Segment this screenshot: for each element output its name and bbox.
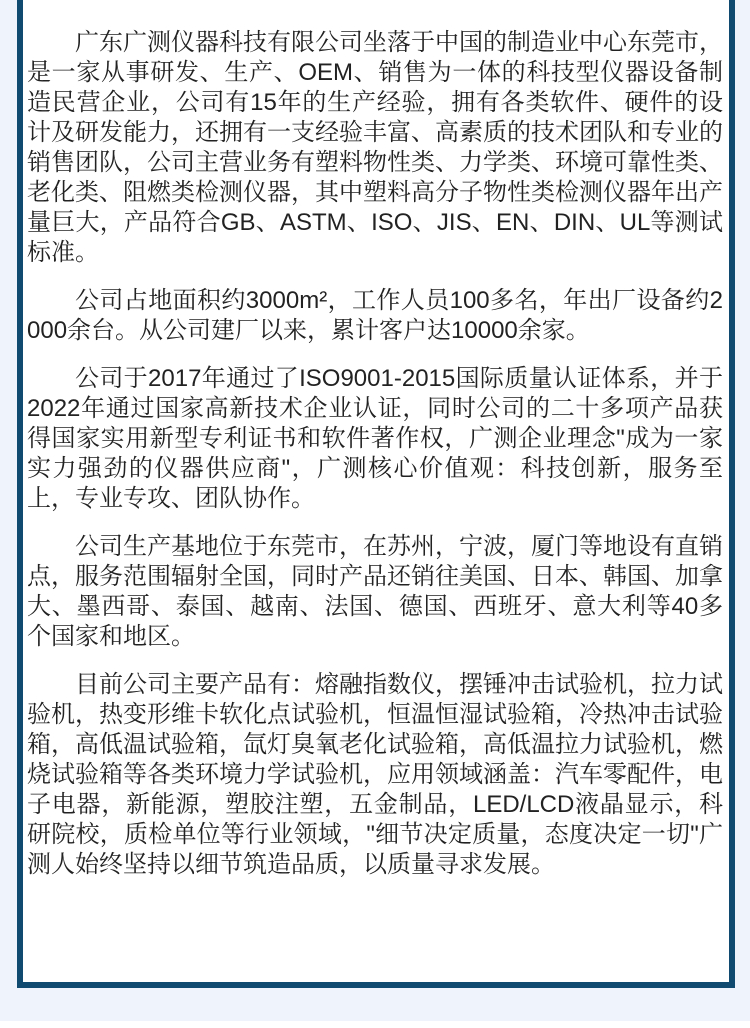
company-market-paragraph-4: 公司生产基地位于东莞市，在苏州，宁波，厦门等地设有直销点，服务范围辐射全国，同时产品还销往美国、日本、韩国、加拿大、墨西哥、泰国、越南、法国、德国、西班牙、意大利等40多个国家和地区。 [27, 533, 723, 650]
next-section-strip [0, 1021, 750, 1028]
company-intro-paragraph-1: 广东广测仪器科技有限公司坐落于中国的制造业中心东莞市，是一家从事研发、生产、OEM、销售为一体的科技型仪器设备制造民营企业，公司有15年的生产经验，拥有各类软件、硬件的设计及研发能力，还拥有一支经验丰富、高素质的技术团队和专业的销售团队，公司主营业务有塑料物性类、力学类、环境可靠性类、老化类、阻燃类检测仪器，其中塑料高分子物性类检测仪器年出产量巨大，产品符合GB、ASTM、ISO、JIS、EN、DIN、UL等测试标准。 [27, 29, 723, 266]
company-products-paragraph-5: 目前公司主要产品有：熔融指数仪，摆锤冲击试验机，拉力试验机，热变形维卡软化点试验机，恒温恒湿试验箱，冷热冲击试验箱，高低温试验箱，氙灯臭氧老化试验箱，高低温拉力试验机，燃烧试验箱等各类环境力学试验机，应用领域涵盖：汽车零配件，电子电器，新能源，塑胶注塑，五金制品，LED/LCD液晶显示，科研院校，质检单位等行业领域，"细节决定质量，态度决定一切"广测人始终坚持以细节筑造品质，以质量寻求发展。 [27, 671, 723, 878]
company-scale-paragraph-2: 公司占地面积约3000m²，工作人员100多名，年出厂设备约2000余台。从公司建厂以来，累计客户达10000余家。 [27, 287, 723, 344]
company-intro-section [17, 0, 735, 988]
company-certification-paragraph-3: 公司于2017年通过了ISO9001-2015国际质量认证体系，并于2022年通过国家高新技术企业认证，同时公司的二十多项产品获得国家实用新型专利证书和软件著作权，广测企业理念"成为一家实力强劲的仪器供应商"，广测核心价值观：科技创新，服务至上，专业专攻、团队协作。 [27, 365, 723, 512]
